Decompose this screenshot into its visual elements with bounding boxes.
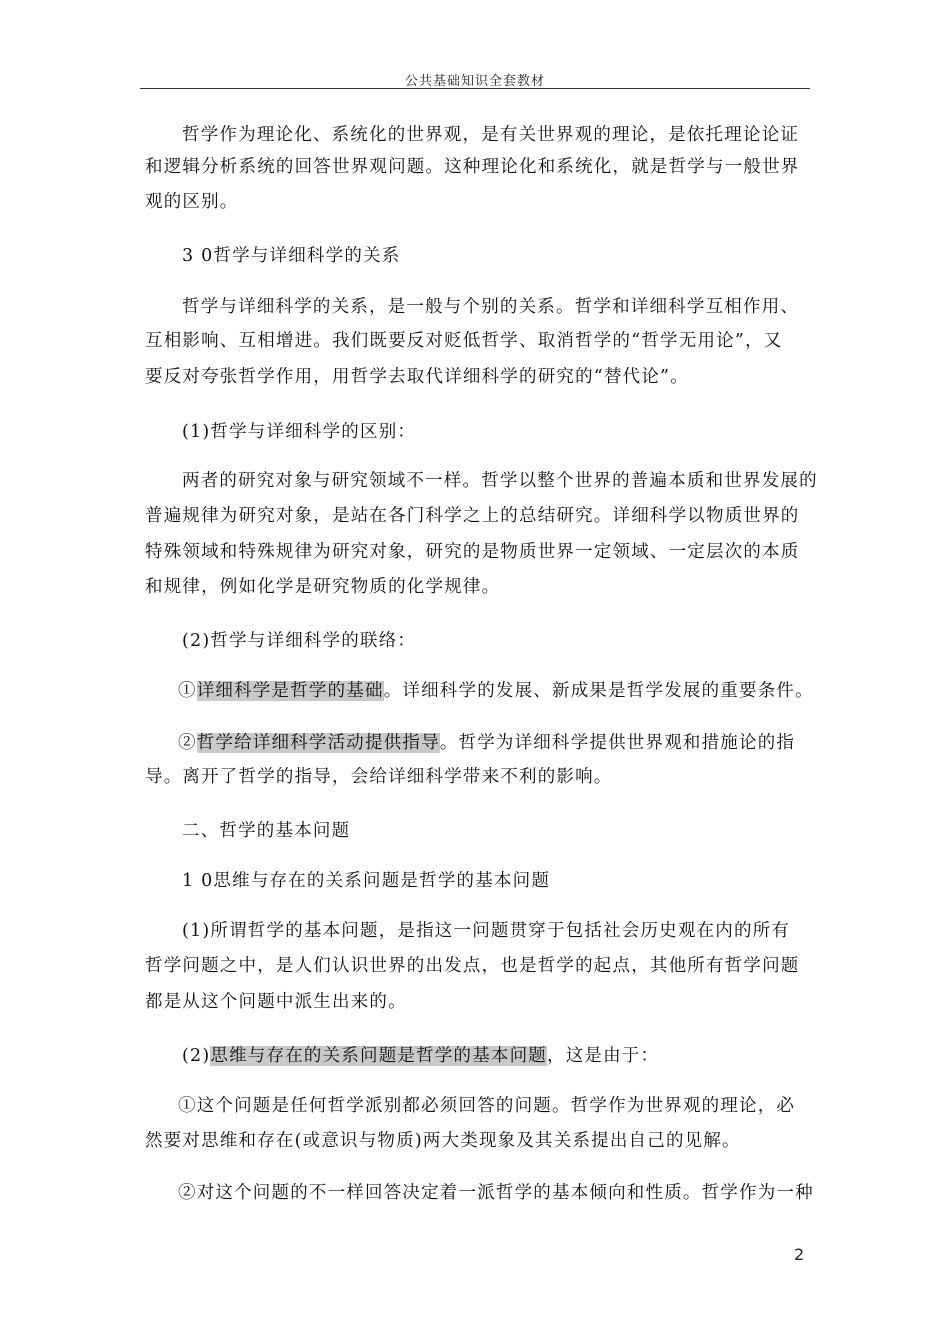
text-span: ，这是由于： [547, 1046, 660, 1066]
paragraph-line: ②对这个问题的不一样回答决定着一派哲学的基本倾向和性质。哲学作为一种 [178, 1183, 814, 1203]
paragraph-line [178, 732, 858, 754]
paragraph-line: 哲学作为理论化、系统化的世界观，是有关世界观的理论，是依托理论论证 [182, 125, 800, 145]
section-heading: 二、哲学的基本问题 [182, 821, 351, 841]
highlighted-text: 思维与存在的关系问题是哲学的基本问题 [210, 1046, 547, 1066]
paragraph-line: 要反对夸张哲学作用，用哲学去取代详细科学的研究的“替代论”。 [145, 367, 689, 387]
paragraph-line [182, 1045, 862, 1067]
text-span: 。哲学为详细科学提供世界观和措施论的指 [439, 733, 796, 753]
circled-number: ② [178, 733, 197, 753]
paragraph-line: 特殊领域和特殊规律为研究对象，研究的是物质世界一定领域、一定层次的本质 [145, 542, 800, 562]
paragraph-line [178, 680, 858, 702]
subheading: (1)哲学与详细科学的区别： [182, 422, 417, 442]
highlighted-text: 哲学给详细科学活动提供指导 [196, 733, 440, 753]
paragraph-line: 和逻辑分析系统的回答世界观问题。这种理论化和系统化，就是哲学与一般世界 [145, 157, 800, 177]
paragraph-line: 两者的研究对象与研究领域不一样。哲学以整个世界的普遍本质和世界发展的 [182, 471, 818, 491]
highlighted-text: 详细科学是哲学的基础 [196, 681, 384, 701]
header-rule [140, 88, 810, 89]
paragraph-line: 都是从这个问题中派生出来的。 [145, 992, 407, 1012]
subheading: (2)哲学与详细科学的联络： [182, 631, 417, 651]
subheading: 1 0思维与存在的关系问题是哲学的基本问题 [182, 871, 551, 891]
paragraph-line: ①这个问题是任何哲学派别都必须回答的问题。哲学作为世界观的理论，必 [178, 1096, 796, 1116]
page-header: 公共基础知识全套教材 [404, 74, 545, 89]
paragraph-line: 哲学问题之中，是人们认识世界的出发点，也是哲学的起点，其他所有哲学问题 [145, 956, 800, 976]
paragraph-line: 导。离开了哲学的指导，会给详细科学带来不利的影响。 [145, 767, 613, 787]
paragraph-line: (1)所谓哲学的基本问题，是指这一问题贯穿于包括社会历史观在内的所有 [182, 921, 791, 941]
paragraph-line: 然要对思维和存在(或意识与物质)两大类现象及其关系提出自己的见解。 [145, 1131, 741, 1151]
paragraph-line: 互相影响、互相增进。我们既要反对贬低哲学、取消哲学的“哲学无用论”，又 [145, 331, 783, 351]
text-span: 。详细科学的发展、新成果是哲学发展的重要条件。 [383, 681, 814, 701]
circled-number: ① [178, 681, 197, 701]
paragraph-line: 观的区别。 [145, 192, 239, 212]
page-number: 2 [794, 1245, 805, 1264]
paragraph-line: 和规律，例如化学是研究物质的化学规律。 [145, 577, 501, 597]
paragraph-line: 普遍规律为研究对象，是站在各门科学之上的总结研究。详细科学以物质世界的 [145, 506, 800, 526]
paragraph-line: 哲学与详细科学的关系，是一般与个别的关系。哲学和详细科学互相作用、 [182, 297, 800, 317]
subheading: 3 0哲学与详细科学的关系 [182, 246, 401, 266]
text-span: (2) [182, 1046, 211, 1066]
